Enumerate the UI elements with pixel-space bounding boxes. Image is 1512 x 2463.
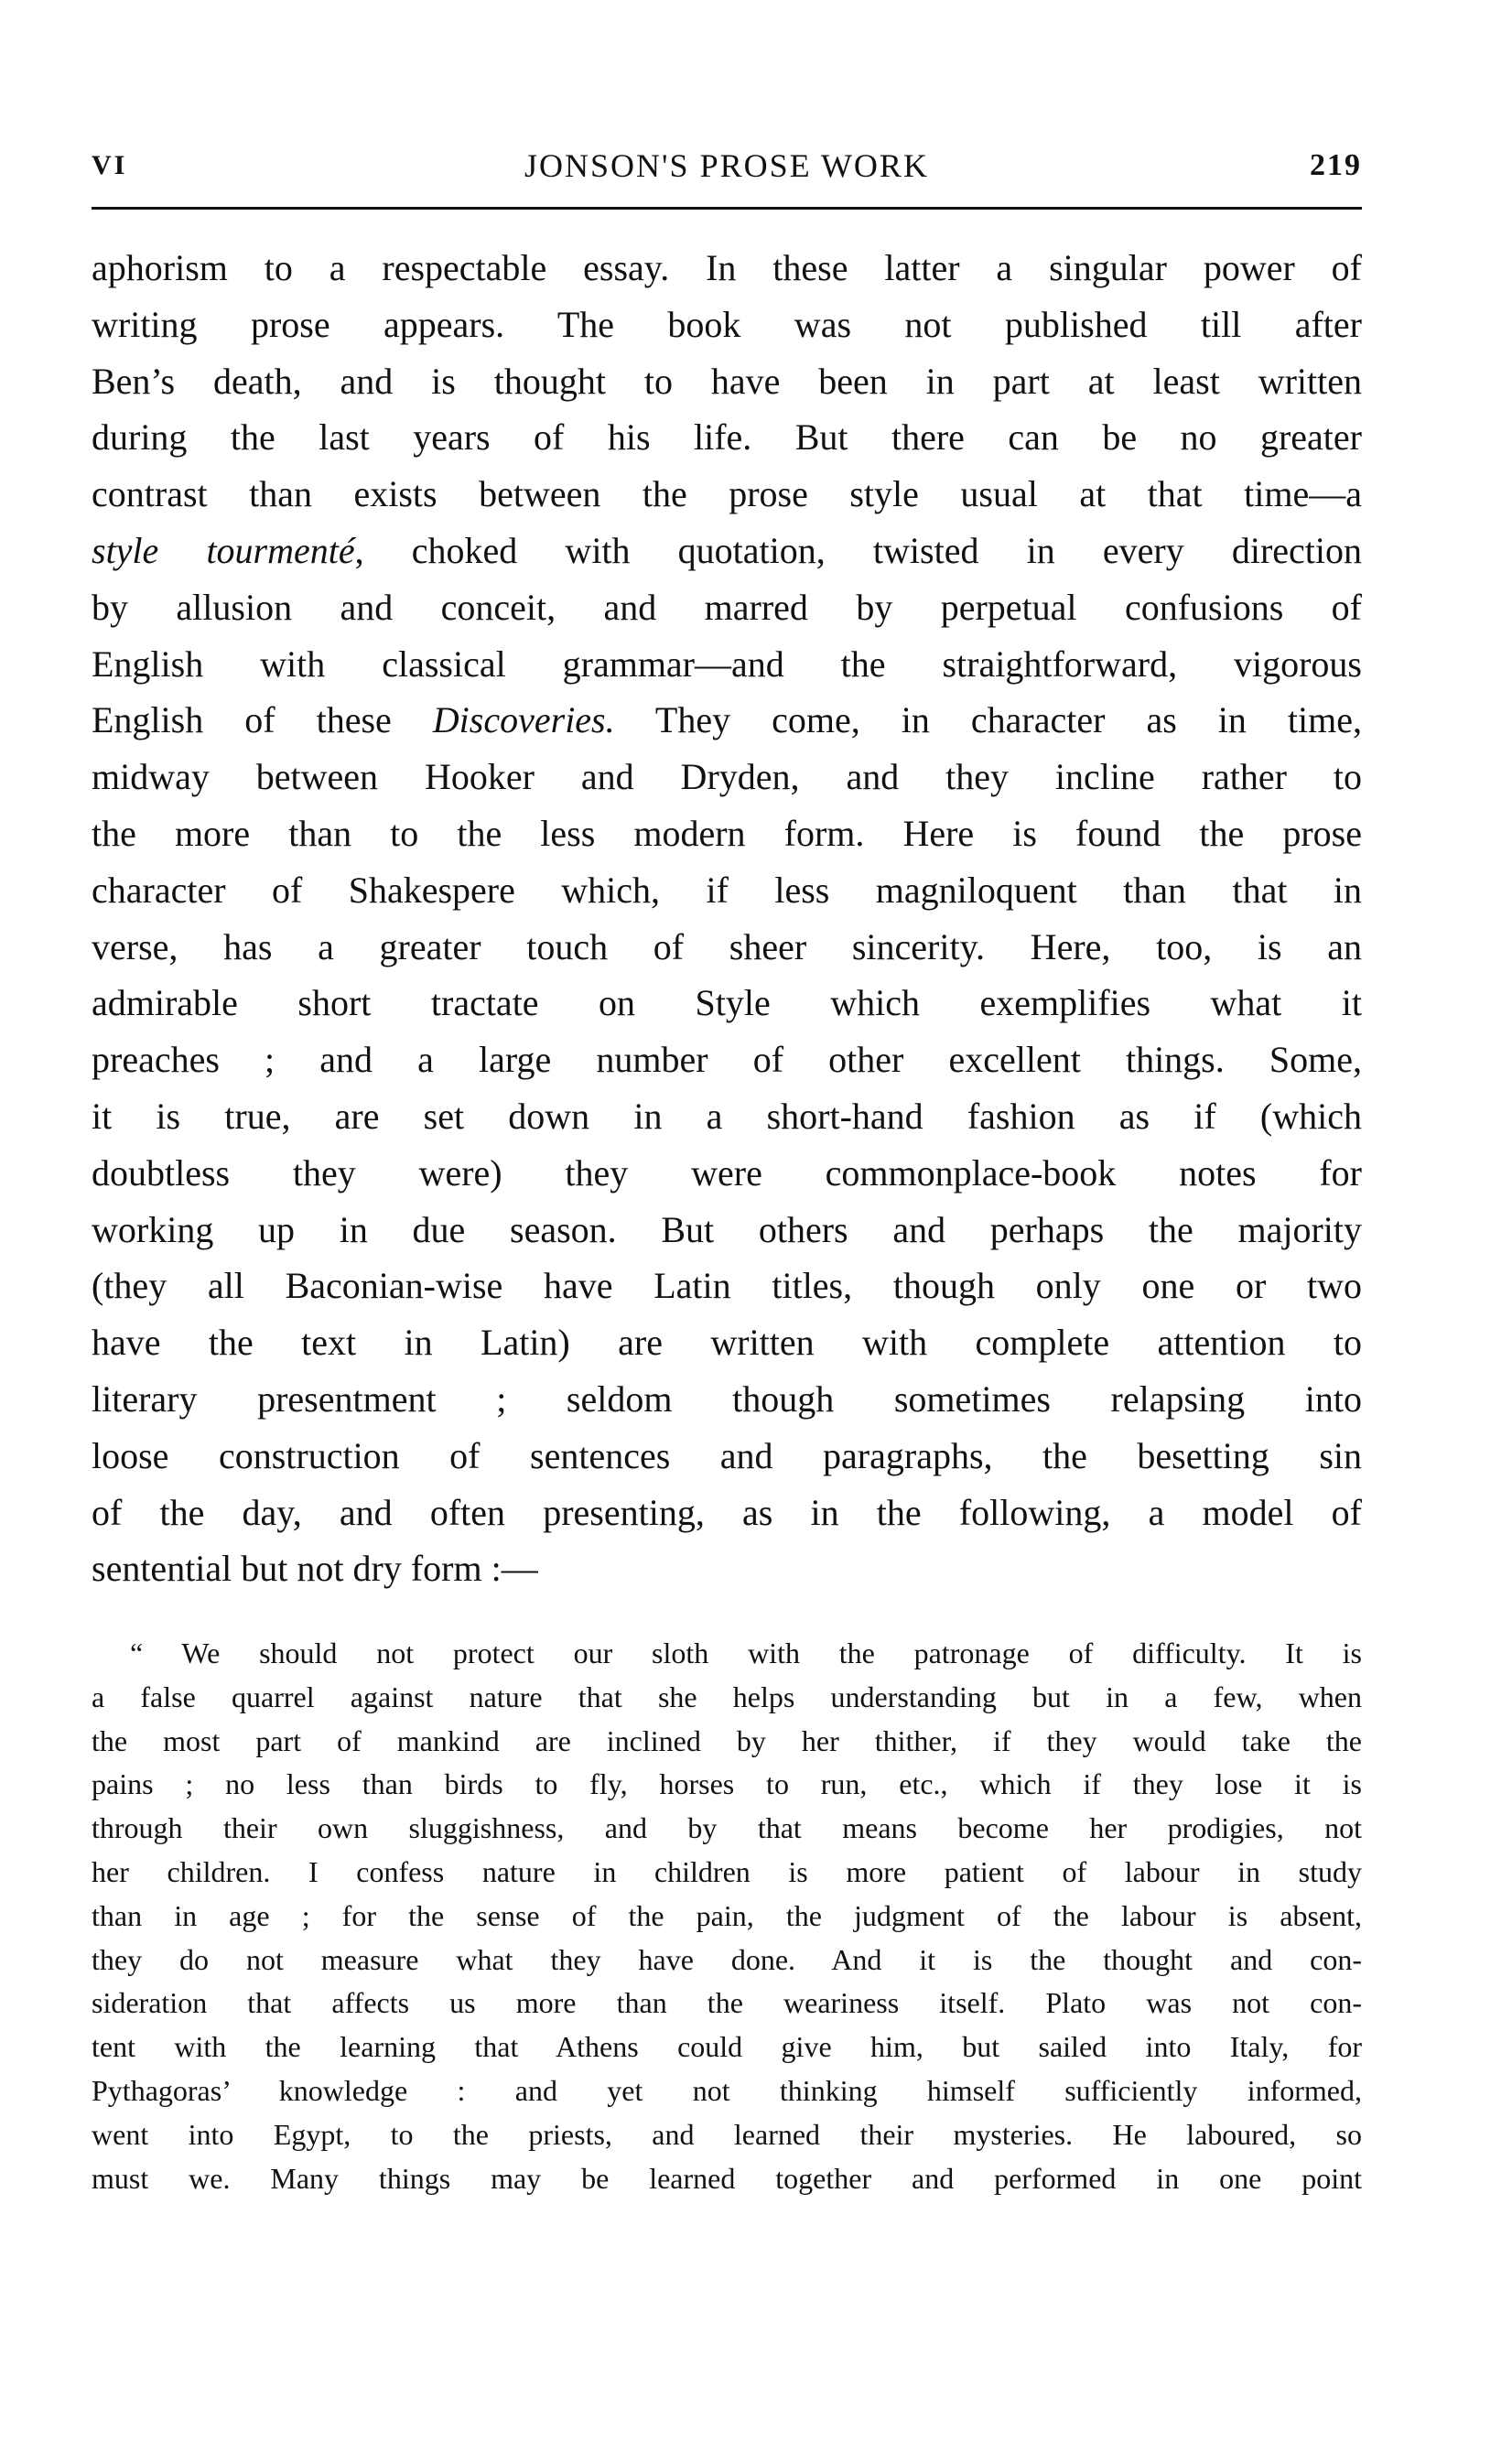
body-line-before: English of these [92, 699, 433, 741]
page-number: 219 [1310, 148, 1362, 182]
body-line-rest: , choked with quotation, twisted in every direction [354, 529, 1362, 571]
body-line: the more than to the less modern form. Here is found the prose [92, 812, 1362, 854]
body-line: character of Shakespere which, if less magniloquent than that in [92, 869, 1362, 911]
body-line: Ben’s death, and is thought to have been in part at least written [92, 360, 1362, 402]
body-line: preaches ; and a large number of other excellent things. Some, [92, 1039, 1362, 1081]
quote-line: the most part of mankind are inclined by her thither, if they would take the [92, 1723, 1362, 1757]
body-line: contrast than exists between the prose style usual at that time—a [92, 473, 1362, 515]
body-line: writing prose appears. The book was not published till after [92, 303, 1362, 345]
body-line: (they all Baconian-wise have Latin titles, though only one or two [92, 1265, 1362, 1307]
body-line: sentential but not dry form :— [92, 1548, 538, 1590]
quote-line: tent with the learning that Athens could give him, but sailed into Italy, for [92, 2030, 1362, 2064]
italic-phrase: style tourmenté [92, 529, 355, 571]
body-line: have the text in Latin) are written with complete attention to [92, 1322, 1362, 1364]
block-quotation [92, 1632, 1362, 2200]
quote-line: pains ; no less than birds to fly, horses to run, etc., which if they lose it is [92, 1767, 1362, 1801]
quote-line: “ We should not protect our sloth with the patronage of difficulty. It is [130, 1637, 1362, 1669]
body-paragraph [92, 240, 1362, 1597]
body-line: by allusion and conceit, and marred by perpetual confusions of [92, 586, 1362, 628]
quote-line: sideration that affects us more than the weariness itself. Plato was not con- [92, 1986, 1362, 2020]
quote-line: went into Egypt, to the priests, and learned their mysteries. He laboured, so [92, 2117, 1362, 2151]
body-line [92, 692, 1362, 749]
body-line: English with classical grammar—and the straightforward, vigorous [92, 643, 1362, 685]
quote-line: than in age ; for the sense of the pain, the judgment of the labour is absent, [92, 1898, 1362, 1932]
italic-title: Discoveries. [432, 699, 615, 741]
quote-line: they do not measure what they have done. And it is the thought and con- [92, 1942, 1362, 1976]
quote-line: a false quarrel against nature that she helps understanding but in a few, when [92, 1680, 1362, 1713]
running-title: JONSON'S PROSE WORK [524, 147, 929, 184]
body-line [92, 523, 1362, 579]
body-line: admirable short tractate on Style which exemplifies what it [92, 982, 1362, 1024]
quote-line: through their own sluggishness, and by that means become her prodigies, not [92, 1811, 1362, 1845]
chapter-number: VI [92, 150, 128, 180]
body-line: loose construction of sentences and paragraphs, the besetting sin [92, 1434, 1362, 1476]
body-line: midway between Hooker and Dryden, and they incline rather to [92, 756, 1362, 798]
quote-line: must we. Many things may be learned together and performed in one point [92, 2161, 1362, 2195]
body-line: literary presentment ; seldom though sometimes relapsing into [92, 1377, 1362, 1420]
body-line: verse, has a greater touch of sheer sincerity. Here, too, is an [92, 925, 1362, 967]
body-line: of the day, and often presenting, as in the following, a model of [92, 1491, 1362, 1533]
body-line: during the last years of his life. But there can be no greater [92, 416, 1362, 459]
quote-line: her children. I confess nature in children is more patient of labour in study [92, 1854, 1362, 1888]
body-line: doubtless they were) they were commonplace-book notes for [92, 1151, 1362, 1194]
body-line-rest: They come, in character as in time, [614, 699, 1363, 741]
body-line: working up in due season. But others and perhaps the majority [92, 1208, 1362, 1250]
body-line: it is true, are set down in a short-hand fashion as if (which [92, 1095, 1362, 1137]
header-rule [92, 207, 1362, 210]
quote-line: Pythagoras’ knowledge : and yet not thinking himself sufficiently informed, [92, 2073, 1362, 2107]
body-line: aphorism to a respectable essay. In these latter a singular power of [92, 247, 1362, 288]
running-head [92, 143, 1362, 189]
